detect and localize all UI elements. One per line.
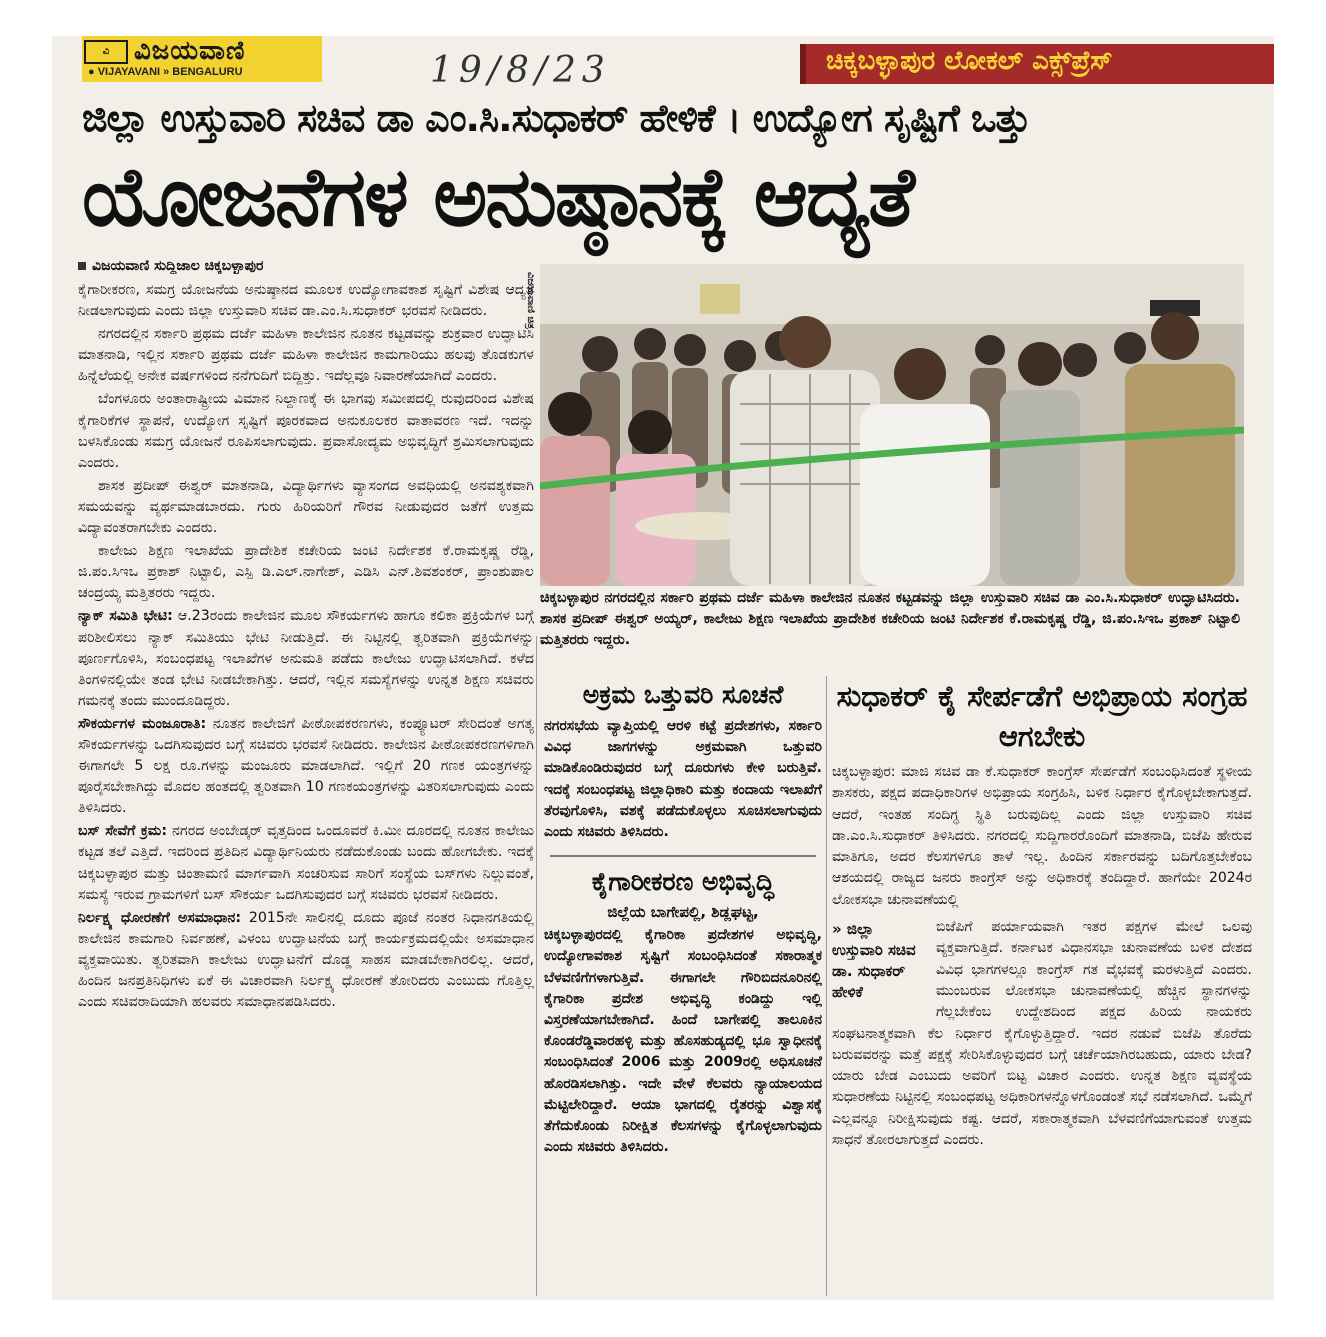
newspaper-clipping xyxy=(52,36,1274,1300)
article-paragraph: ಬೆಂಗಳೂರು ಅಂತಾರಾಷ್ಟ್ರೀಯ ವಿಮಾನ ನಿಲ್ದಾಣಕ್ಕೆ ಈ ಭಾಗವು ಸಮೀಪದಲ್ಲಿ ರುವುದರಿಂದ ವಿಶೇಷ ಕೈಗಾರಿಕೆಗಳ ಸ್ಥಾಪನೆ, ಉದ್ಯೋಗ ಸೃಷ್ಟಿಗೆ ಪೂರಕವಾದ ಅನುಕೂಲಕರ ವಾತಾವರಣ ಇದೆ. ಇದನ್ನು ಬಳಸಿಕೊಂಡು ಸಮಗ್ರ ಯೋಜನೆ ರೂಪಿಸಲಾಗುವುದು. ಪ್ರವಾಸೋದ್ಯಮ ಅಭಿವೃದ್ಧಿಗೆ ಶ್ರಮಿಸಲಾಗುವುದು ಎಂದರು. xyxy=(78,391,534,471)
subhead-label: ಬಸ್ ಸೇವೆಗೆ ಕ್ರಮ: xyxy=(78,823,168,840)
article-paragraph: ನ್ಯಾಕ್ ಸಮಿತಿ ಭೇಟಿ: ಆ.23ರಂದು ಕಾಲೇಜಿನ ಮೂಲ ಸೌಕರ್ಯಗಳು ಹಾಗೂ ಕಲಿಕಾ ಪ್ರಕ್ರಿಯೆಗಳ ಬಗ್ಗೆ ಪರಿಶೀಲಿಸಲು ನ್ಯಾಕ್ ಸಮಿತಿಯು ಭೇಟಿ ನೀಡುತ್ತಿದೆ. ಈ ನಿಟ್ಟಿನಲ್ಲಿ ತ್ವರಿತವಾಗಿ ಪ್ರಕ್ರಿಯೆಗಳನ್ನು ಪೂರ್ಣಗೊಳಿಸಿ, ಸಂಬಂಧಪಟ್ಟ ಇಲಾಖೆಗಳ ಅನುಮತಿ ಪಡೆದು ಕಾಲೇಜು ಉದ್ಘಾಟಿಸಲಾಗಿದೆ. ಕಳೆದ ತಿಂಗಳಿನಲ್ಲಿಯೇ ತಂಡ ಭೇಟಿ ನೀಡಬೇಕಾಗಿತ್ತು. ಆದರೆ, ಇಲ್ಲಿನ ಸಮಸ್ಯೆಗಳನ್ನು ಉನ್ನತ ಶಿಕ್ಷಣ ಸಚಿವರು ಗಮನಕ್ಕೆ ತಂದು ಮುಂದೂಡಿದ್ದರು. xyxy=(78,608,534,709)
sidebar-column-middle xyxy=(544,676,822,1162)
section-paragraph: ಬಿಜೆಪಿಗೆ ಪರ್ಯಾಯವಾಗಿ ಇತರ ಪಕ್ಷಗಳ ಮೇಲೆ ಒಲವು ವ್ಯಕ್ತವಾಗುತ್ತಿದೆ. ಕರ್ನಾಟಕ ವಿಧಾನಸಭಾ ಚುನಾವಣೆಯ ಬಳಿಕ ದೇಶದ ವಿವಿಧ ಭಾಗಗಳಲ್ಲೂ ಕಾಂಗ್ರೆಸ್ ಗತ ವೈಭವಕ್ಕೆ ಮರಳುತ್ತಿದೆ ಎಂದರು. ಮುಂಬರುವ ಲೋಕಸಭಾ ಚುನಾವಣೆಯಲ್ಲಿ ಹೆಚ್ಚಿನ ಸ್ಥಾನಗಳನ್ನು ಗೆಲ್ಲಬೇಕೆಂಬ ಉದ್ದೇಶದಿಂದ ಪಕ್ಷದ ಹಿರಿಯ ನಾಯಕರು ಸಂಘಟನಾತ್ಮಕವಾಗಿ ಕೆಲ ನಿರ್ಧಾರ ಕೈಗೊಳ್ಳುತ್ತಿದ್ದಾರೆ. ಇದರ ನಡುವೆ ಬಿಜೆಪಿ ತೊರೆದು ಬರುವವರನ್ನು ಮತ್ತೆ ಪಕ್ಷಕ್ಕೆ ಸೇರಿಸಿಕೊಳ್ಳುವುದರ ಬಗ್ಗೆ ಚರ್ಚೆಯಾಗಿರಬಹುದು, ಯಾರು ಬೇಡ? ಯಾರು ಬೇಡ ಎಂಬುದು ಅವರಿಗೆ ಬಿಟ್ಟ ವಿಚಾರ ಎಂದರು. ಉನ್ನತ ಶಿಕ್ಷಣ ವ್ಯವಸ್ಥೆಯ ಸುಧಾರಣೆಯ ನಿಟ್ಟಿನಲ್ಲಿ ಸಂಬಂಧಪಟ್ಟ ಅಧಿಕಾರಿಗಳನ್ನೊಳಗೊಂಡಂತೆ ಸಭೆ ನಡೆಸಲಾಗಿದೆ. ಒಮ್ಮೆಗೆ ಎಲ್ಲವನ್ನೂ ನಿರೀಕ್ಷಿಸುವುದು ಕಷ್ಟ. ಆದರೆ, ಸಕಾರಾತ್ಮಕವಾಗಿ ಬೆಳವಣಿಗೆಯಾಗುವಂತೆ ಉತ್ತಮ ಸಾಧನೆ ತೋರಲಾಗುತ್ತದೆ ಎಂದರು. xyxy=(832,919,1252,1149)
subhead-label: ನ್ಯಾಕ್ ಸಮಿತಿ ಭೇಟಿ: xyxy=(78,608,173,625)
article-paragraph: ಸೌಕರ್ಯಗಳ ಮಂಜೂರಾತಿ: ನೂತನ ಕಾಲೇಜಿಗೆ ಪೀಠೋಪಕರಣಗಳು, ಕಂಪ್ಯೂಟರ್ ಸೇರಿದಂತೆ ಅಗತ್ಯ ಸೌಕರ್ಯಗಳನ್ನು ಒದಗಿಸುವುದರ ಬಗ್ಗೆ ಸಚಿವರು ಭರವಸೆ ನೀಡಿದರು. ಕಾಲೇಜಿನ ಪೀಠೋಪಕರಣಗಳಿಗಾಗಿ ಈಗಾಗಲೇ 5 ಲಕ್ಷ ರೂ.ಗಳನ್ನು ಮಂಜೂರು ಮಾಡಲಾಗಿದೆ. ಇಲ್ಲಿಗೆ 20 ಗಣಕ ಯಂತ್ರಗಳನ್ನು ಪೂರೈಸಬೇಕಾಗಿದ್ದು ಮೊದಲ ಹಂತದಲ್ಲಿ ತ್ವರಿತವಾಗಿ 10 ಗಣಕಯಂತ್ರಗಳನ್ನು ವಿತರಿಸಲಾಗುವುದು ಎಂದು ತಿಳಿಸಿದರು. xyxy=(78,715,534,817)
photo-caption: ಚಿಕ್ಕಬಳ್ಳಾಪುರ ನಗರದಲ್ಲಿನ ಸರ್ಕಾರಿ ಪ್ರಥಮ ದರ್ಜೆ ಮಹಿಳಾ ಕಾಲೇಜಿನ ನೂತನ ಕಟ್ಟಡವನ್ನು ಜಿಲ್ಲಾ ಉಸ್ತುವಾರಿ ಸಚಿವ ಡಾ ಎಂ.ಸಿ.ಸುಧಾಕರ್ ಉದ್ಘಾಟಿಸಿದರು. ಶಾಸಕ ಪ್ರದೀಪ್ ಈಶ್ವರ್ ಅಯ್ಯರ್, ಕಾಲೇಜು ಶಿಕ್ಷಣ ಇಲಾಖೆಯ ಪ್ರಾದೇಶಿಕ ಕಚೇರಿಯ ಜಂಟಿ ನಿರ್ದೇಶಕ ಕೆ.ರಾಮಕೃಷ್ಣ ರೆಡ್ಡಿ, ಜಿ.ಪಂ.ಸಿಇಒ ಪ್ರಕಾಶ್ ನಿಟ್ಟಾಲಿ ಮತ್ತಿತರರು ಇದ್ದರು. xyxy=(540,590,1240,648)
edition-banner-text: ಚಿಕ್ಕಬಳ್ಳಾಪುರ ಲೋಕಲ್ ಎಕ್ಸ್‌ಪ್ರೆಸ್ xyxy=(826,46,1113,76)
section-heading: ಅಕ್ರಮ ಒತ್ತುವರಿ ಸೂಚನೆ xyxy=(582,680,784,709)
section-paragraph: ಚಿಕ್ಕಬಳ್ಳಾಪುರ: ಮಾಜಿ ಸಚಿವ ಡಾ ಕೆ.ಸುಧಾಕರ್ ಕಾಂಗ್ರೆಸ್ ಸೇರ್ಪಡೆಗೆ ಸಂಬಂಧಿಸಿದಂತೆ ಸ್ಥಳೀಯ ಶಾಸಕರು, ಪಕ್ಷದ ಪದಾಧಿಕಾರಿಗಳ ಅಭಿಪ್ರಾಯ ಸಂಗ್ರಹಿಸಿ, ಬಳಿಕ ನಿರ್ಧಾರ ಕೈಗೊಳ್ಳಬೇಕಾಗುತ್ತದೆ. ಆದರೆ, ಇಂತಹ ಸಂದಿಗ್ಧ ಸ್ಥಿತಿ ಬರುವುದಿಲ್ಲ ಎಂದು ಜಿಲ್ಲಾ ಉಸ್ತುವಾರಿ ಸಚಿವ ಡಾ.ಎಂ.ಸಿ.ಸುಧಾಕರ್ ತಿಳಿಸಿದರು. ನಗರದಲ್ಲಿ ಸುದ್ದಿಗಾರರೊಂದಿಗೆ ಮಾತನಾಡಿ, ಬಿಜೆಪಿ ಹೇರುವ ಮಾತಿಗೂ, ಅದರ ಕೆಲಸಗಳಿಗೂ ತಾಳೆ ಇಲ್ಲ. ಹಿಂದಿನ ಸರ್ಕಾರವನ್ನು ಬದಿಗೊತ್ತಬೇಕೆಂಬ ಆಶಯದಲ್ಲಿ ರಾಜ್ಯದ ಜನರು ಕಾಂಗ್ರೆಸ್ ಅನ್ನು ಅಧಿಕಾರಕ್ಕೆ ತಂದಿದ್ದಾರೆ. ಹಾಗೆಯೇ 2024ರ ಲೋಕಸಭಾ ಚುನಾವಣೆಯಲ್ಲಿ xyxy=(832,764,1252,908)
article-paragraph: ನಗರದಲ್ಲಿನ ಸರ್ಕಾರಿ ಪ್ರಥಮ ದರ್ಜೆ ಮಹಿಳಾ ಕಾಲೇಜಿನ ನೂತನ ಕಟ್ಟಡವನ್ನು ಶುಕ್ರವಾರ ಉದ್ಘಾಟಿಸಿ ಮಾತನಾಡಿ, ಇಲ್ಲಿನ ಸರ್ಕಾರಿ ಪ್ರಥಮ ದರ್ಜೆ ಮಹಿಳಾ ಕಾಲೇಜಿನ ಕಾಮಗಾರಿಯು ಹಲವು ತೊಡಕುಗಳ ಹಿನ್ನೆಲೆಯಲ್ಲಿ ಅನೇಕ ವರ್ಷಗಳಿಂದ ನನೆಗುದಿಗೆ ಬಿದ್ದಿತ್ತು. ಇದೆಲ್ಲವೂ ನಿವಾರಣೆಯಾಗಿದೆ ಎಂದರು. xyxy=(78,326,534,385)
subhead-label: ನಿರ್ಲಕ್ಷ್ಯ ಧೋರಣೆಗೆ ಅಸಮಾಧಾನ: xyxy=(78,909,242,926)
section-subheading: ಜಿಲ್ಲೆಯ ಬಾಗೇಪಲ್ಲಿ, ಶಿಡ್ಲಘಟ್ಟ, xyxy=(607,903,759,922)
byline: ವಿಜಯವಾಣಿ ಸುದ್ದಿಜಾಲ ಚಿಕ್ಕಬಳ್ಳಾಪುರ xyxy=(78,258,534,274)
photo-illustration xyxy=(540,264,1244,586)
article-paragraph: ಬಸ್ ಸೇವೆಗೆ ಕ್ರಮ: ನಗರದ ಅಂಬೇಡ್ಕರ್ ವೃತ್ತದಿಂದ ಒಂದೂವರೆ ಕಿ.ಮೀ ದೂರದಲ್ಲಿ ನೂತನ ಕಾಲೇಜು ಕಟ್ಟಡ ತಲೆ ಎತ್ತಿದೆ. ಇದರಿಂದ ಪ್ರತಿದಿನ ವಿದ್ಯಾರ್ಥಿನಿಯರು ನಡೆದುಕೊಂಡು ಬಂದು ಹೋಗಬೇಕು. ಇದಕ್ಕೆ ಚಿಕ್ಕಬಳ್ಳಾಪುರ ಮತ್ತು ಚಿಂತಾಮಣಿ ಮಾರ್ಗವಾಗಿ ಸಂಚರಿಸುವ ಸಾರಿಗೆ ಸಂಸ್ಥೆಯ ಬಸ್‌ಗಳು ನಿಲ್ಲುವಂತೆ, ಸಮಸ್ಯೆ ಇರುವ ಗ್ರಾಮಗಳಿಗೆ ಬಸ್ ಸೌಕರ್ಯ ಒದಗಿಸುವುದರ ಬಗ್ಗೆ ಸಚಿವರು ಭರವಸೆ ನೀಡಿದರು. xyxy=(78,823,534,903)
photo-credit: ವಿಜಯವಾಣಿ ಚಿತ್ರ xyxy=(525,272,536,329)
newspaper-name: ವಿಜಯವಾಣಿ xyxy=(134,36,246,66)
section-divider xyxy=(550,855,816,857)
ribbon-cutting-photo xyxy=(540,264,1244,586)
pull-quote: » ಜಿಲ್ಲಾ ಉಸ್ತುವಾರಿ ಸಚಿವ ಡಾ. ಸುಧಾಕರ್ ಹೇಳಿಕೆ xyxy=(832,920,916,1002)
sidebar-column-right xyxy=(832,676,1252,1155)
section-paragraph: ನಗರಸಭೆಯ ವ್ಯಾಪ್ತಿಯಲ್ಲಿ ಆರಳಿ ಕಟ್ಟೆ ಪ್ರದೇಶಗಳು, ಸರ್ಕಾರಿ ವಿವಿಧ ಜಾಗಗಳನ್ನು ಅಕ್ರಮವಾಗಿ ಒತ್ತುವರಿ ಮಾಡಿಕೊಂಡಿರುವುದರ ಬಗ್ಗೆ ದೂರುಗಳು ಕೇಳಿ ಬರುತ್ತಿವೆ. ಇದಕ್ಕೆ ಸಂಬಂಧಪಟ್ಟ ಜಿಲ್ಲಾಧಿಕಾರಿ ಮತ್ತು ಕಂದಾಯ ಇಲಾಖೆಗೆ ತೆರವುಗೊಳಿಸಿ, ವಶಕ್ಕೆ ಪಡೆದುಕೊಳ್ಳಲು ಸೂಚಿಸಲಾಗುವುದು ಎಂದು ಸಚಿವರು ತಿಳಿಸಿದರು. xyxy=(544,718,822,841)
newspaper-logo xyxy=(82,36,322,82)
subhead-label: ಸೌಕರ್ಯಗಳ ಮಂಜೂರಾತಿ: xyxy=(78,715,207,732)
newspaper-edition-line: ● VIJAYAVANI » BENGALURU xyxy=(88,66,243,78)
handwritten-date: 19/8/23 xyxy=(430,50,611,91)
article-paragraph: ನಿರ್ಲಕ್ಷ್ಯ ಧೋರಣೆಗೆ ಅಸಮಾಧಾನ: 2015ನೇ ಸಾಲಿನಲ್ಲಿ ದೂದು ಪೂಜೆ ನಂತರ ನಿಧಾನಗತಿಯಲ್ಲಿ ಕಾಲೇಜಿನ ಕಾಮಗಾರಿ ನಿರ್ವಹಣೆ, ವಿಳಂಬ ಉದ್ಘಾಟನೆಯ ಬಗ್ಗೆ ಕಾರ್ಯಕ್ರಮದಲ್ಲಿಯೇ ಅಸಮಾಧಾನ ವ್ಯಕ್ತವಾಯಿತು. ತ್ವರಿತವಾಗಿ ಕಾಲೇಜು ಉದ್ಘಾಟನೆಗೆ ದೊಡ್ಡ ಸಾಹಸ ಮಾಡಬೇಕಾಗಿರಲಿಲ್ಲ. ಆದರೆ, ಹಿಂದಿನ ಜನಪ್ರತಿನಿಧಿಗಳು ಏಕೆ ಈ ವಿಚಾರವಾಗಿ ನಿರ್ಲಕ್ಷ್ಯ ಧೋರಣೆ ತೋರಿದರು ಎಂಬುದು ಗೊತ್ತಿಲ್ಲ ಎಂದು ಸಚಿವರಾದಿಯಾಗಿ ಹಲವರು ಸಮಾಧಾನಪಡಿಸಿದರು. xyxy=(78,909,535,1011)
section-heading: ಕೈಗಾರೀಕರಣ ಅಭಿವೃದ್ಧಿ xyxy=(591,867,775,897)
column-rule xyxy=(536,636,537,1296)
headline-kicker: ಜಿಲ್ಲಾ ಉಸ್ತುವಾರಿ ಸಚಿವ ಡಾ ಎಂ.ಸಿ.ಸುಧಾಕರ್ ಹೇಳಿಕೆ । ಉದ್ಯೋಗ ಸೃಷ್ಟಿಗೆ ಒತ್ತು xyxy=(82,96,1030,140)
bullet-square-icon xyxy=(78,262,86,270)
masthead xyxy=(52,36,1274,91)
section-heading: ಸುಧಾಕರ್ ಕೈ ಸೇರ್ಪಡೆಗೆ ಅಭಿಪ್ರಾಯ ಸಂಗ್ರಹ ಆಗಬೇಕು xyxy=(836,679,1248,753)
column-rule xyxy=(826,676,827,1296)
article-paragraph: ಶಾಸಕ ಪ್ರದೀಪ್ ಈಶ್ವರ್ ಮಾತನಾಡಿ, ವಿದ್ಯಾರ್ಥಿಗಳು ವ್ಯಾಸಂಗದ ಅವಧಿಯಲ್ಲಿ ಅನವಶ್ಯಕವಾಗಿ ಸಮಯವನ್ನು ವ್ಯರ್ಥಮಾಡಬಾರದು. ಗುರು ಹಿರಿಯರಿಗೆ ಗೌರವ ನೀಡುವುದರ ಜತೆಗೆ ಉತ್ತಮ ವಿದ್ಯಾವಂತರಾಗಬೇಕು ಎಂದರು. xyxy=(78,477,534,537)
edition-banner xyxy=(800,44,1274,84)
article-paragraph: ಕೈಗಾರೀಕರಣ, ಸಮಗ್ರ ಯೋಜನೆಯ ಅನುಷ್ಠಾನದ ಮೂಲಕ ಉದ್ಯೋಗಾವಕಾಶ ಸೃಷ್ಟಿಗೆ ವಿಶೇಷ ಆದ್ಯತೆ ನೀಡಲಾಗುವುದು ಎಂದು ಜಿಲ್ಲಾ ಉಸ್ತುವಾರಿ ಸಚಿವ ಡಾ.ಎಂ.ಸಿ.ಸುಧಾಕರ್ ಭರವಸೆ ನೀಡಿದರು. xyxy=(78,282,534,320)
logo-emblem: ವಿ xyxy=(84,40,128,64)
main-article-column xyxy=(78,258,534,1015)
section-paragraph: ಚಿಕ್ಕಬಳ್ಳಾಪುರದಲ್ಲಿ ಕೈಗಾರಿಕಾ ಪ್ರದೇಶಗಳ ಅಭಿವೃದ್ಧಿ, ಉದ್ಯೋಗಾವಕಾಶ ಸೃಷ್ಟಿಗೆ ಸಂಬಂಧಿಸಿದಂತೆ ಸಕಾರಾತ್ಮಕ ಬೆಳವಣಿಗೆಗಳಾಗುತ್ತಿವೆ. ಈಗಾಗಲೇ ಗೌರಿಬಿದನೂರಿನಲ್ಲಿ ಕೈಗಾರಿಕಾ ಪ್ರದೇಶ ಅಭಿವೃದ್ಧಿ ಕಂಡಿದ್ದು ಇಲ್ಲಿ ವಿಸ್ತರಣೆಯಾಗಬೇಕಾಗಿದೆ. ಹಿಂದೆ ಬಾಗೇಪಲ್ಲಿ ತಾಲೂಕಿನ ಕೊಂಡರೆಡ್ಡಿವಾರಹಳ್ಳಿ ಮತ್ತು ಹೊಸಹುಡ್ಯದಲ್ಲಿ ಭೂ ಸ್ವಾಧೀನಕ್ಕೆ ಸಂಬಂಧಿಸಿದಂತೆ 2006 ಮತ್ತು 2009ರಲ್ಲಿ ಅಧಿಸೂಚನೆ ಹೊರಡಿಸಲಾಗಿತ್ತು. ಇದೇ ವೇಳೆ ಕೆಲವರು ನ್ಯಾಯಾಲಯದ ಮೆಟ್ಟಿಲೇರಿದ್ದಾರೆ. ಆಯಾ ಭಾಗದಲ್ಲಿ ರೈತರನ್ನು ವಿಶ್ವಾಸಕ್ಕೆ ತೆಗೆದುಕೊಂಡು ನಿರೀಕ್ಷಿತ ಕೆಲಸಗಳನ್ನು ಕೈಗೊಳ್ಳಲಾಗುವುದು ಎಂದು ಸಚಿವರು ತಿಳಿಸಿದರು. xyxy=(544,927,822,1156)
main-headline: ಯೋಜನೆಗಳ ಅನುಷ್ಠಾನಕ್ಕೆ ಆದ್ಯತೆ xyxy=(82,150,913,245)
article-paragraph: ಕಾಲೇಜು ಶಿಕ್ಷಣ ಇಲಾಖೆಯ ಪ್ರಾದೇಶಿಕ ಕಚೇರಿಯ ಜಂಟಿ ನಿರ್ದೇಶಕ ಕೆ.ರಾಮಕೃಷ್ಣ ರೆಡ್ಡಿ, ಜಿ.ಪಂ.ಸಿಇಒ ಪ್ರಕಾಶ್ ನಿಟ್ಟಾಲಿ, ಎಸ್ಪಿ ಡಿ.ಎಲ್.ನಾಗೇಶ್, ಎಡಿಸಿ ಎನ್.ಶಿವಶಂಕರ್, ಪ್ರಾಂಶುಪಾಲ ಚಂದ್ರಯ್ಯ ಮತ್ತಿತರರು ಇದ್ದರು. xyxy=(78,543,534,602)
